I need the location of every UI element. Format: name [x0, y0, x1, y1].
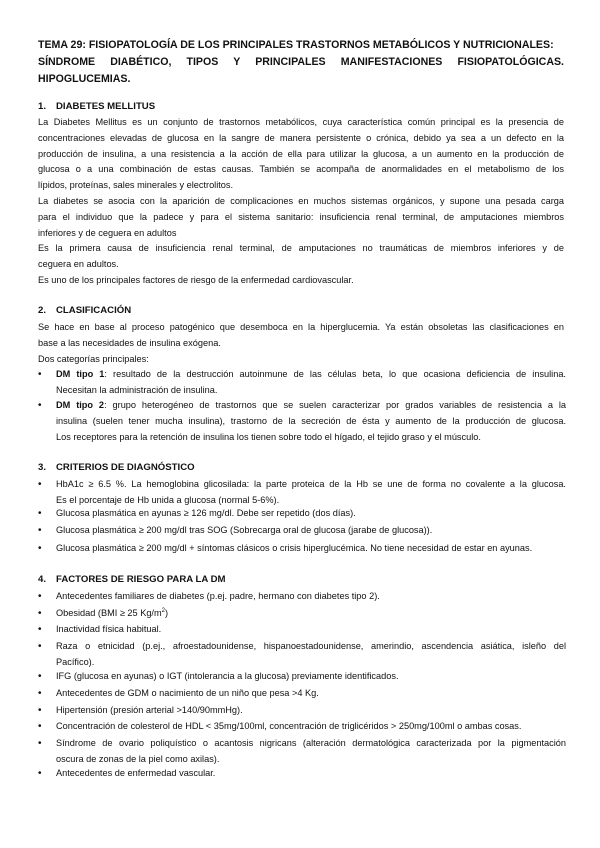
- bullet-icon: •: [38, 525, 42, 536]
- bullet-icon: •: [38, 688, 42, 699]
- section-title: DIABETES MELLITUS: [56, 101, 156, 112]
- text-line: Glucosa plasmática ≥ 200 mg/dl tras SOG (Sobrecarga oral de glucosa (jarabe de glucosa)).: [56, 525, 433, 535]
- text-line: Concentración de colesterol de HDL < 35mg/100ml, concentración de triglicéridos > 250mg/100ml o ambas cosas.: [56, 721, 522, 731]
- text-line: concentraciones elevadas de glucosa en la sangre de manera persistente o crónica, debido ya sea a un defecto en la: [38, 132, 564, 143]
- list-item: [38, 766, 566, 782]
- text-line: producción de insulina, a una resistencia a la acción de ella para utilizar la glucosa, a un aumento en la producción de: [38, 148, 564, 159]
- text-line: Antecedentes de enfermedad vascular.: [56, 768, 216, 778]
- text-line: Es la primera causa de insuficiencia renal terminal, de amputaciones no traumáticas de miembros inferiores y de: [38, 243, 564, 253]
- text-line: Síndrome de ovario poliquístico o acantosis nigricans (alteración dermatológica caracterizada por la pigmentación: [56, 738, 566, 748]
- text-line: Antecedentes familiares de diabetes (p.ej. padre, hermano con diabetes tipo 2).: [56, 591, 380, 601]
- bullet-icon: •: [38, 721, 42, 732]
- list-item: [38, 398, 566, 446]
- text-line: Los receptores para la retención de insulina los tienen sobre todo el hígado, el tejido graso y el músculo.: [56, 431, 481, 442]
- text-line: Es el porcentaje de Hb unida a glucosa (normal 5-6%).: [56, 494, 280, 505]
- term-bold: DM tipo 2: [56, 400, 105, 410]
- text-line: Se hace en base al proceso patogénico que desemboca en la hiperglucemia. Ya están obsoletas las clasificaciones en: [38, 322, 564, 332]
- list-item: [38, 523, 566, 539]
- bullet-icon: •: [38, 591, 42, 602]
- text-line: lípidos, proteínas, sales minerales y electrolitos.: [38, 180, 234, 191]
- bullet-icon: •: [38, 508, 42, 519]
- section-number: 3.: [38, 462, 47, 473]
- text-line: Necesitan la administración de insulina.: [56, 384, 218, 395]
- section-heading-factores: [38, 574, 226, 585]
- bullet-icon: •: [38, 624, 42, 635]
- text-line: glucosa o a una combinación de estas causas. También se acompaña de anormalidades en el metabolismo de los: [38, 164, 564, 175]
- superscript: 2: [161, 607, 165, 614]
- list-item: [38, 719, 566, 735]
- bullet-icon: •: [38, 738, 42, 749]
- text-line: DM tipo 1: resultado de la destrucción autoinmune de las células beta, lo que ocasiona deficiencia de insulina.: [56, 369, 566, 379]
- bullet-icon: •: [38, 369, 42, 380]
- bullet-icon: •: [38, 768, 42, 779]
- text-line: La Diabetes Mellitus es un conjunto de trastornos metabólicos, cuya característica común principal es la presencia de: [38, 117, 564, 127]
- term-bold: DM tipo 1: [56, 369, 105, 379]
- bullet-icon: •: [38, 608, 42, 619]
- section-number: 1.: [38, 101, 47, 112]
- text-line: oscura de zonas de la piel como axilas).: [56, 753, 220, 764]
- paragraph: [38, 194, 564, 241]
- text-line: insulina (suelen tener mucha insulina), trastorno de la secreción de ésta y aumento de la producción de glucosa.: [56, 415, 566, 426]
- section-title: CRITERIOS DE DIAGNÓSTICO: [56, 462, 195, 473]
- paragraph: [38, 273, 564, 289]
- text-line: HbA1c ≥ 6.5 %. La hemoglobina glicosilada: la parte proteica de la Hb se une de forma no covalente a la glucosa.: [56, 479, 566, 489]
- page-title: [38, 37, 564, 88]
- text-line: La diabetes se asocia con la aparición de complicaciones en muchos sistemas orgánicos, y supone una pesada carga: [38, 196, 564, 206]
- title-line: HIPOGLUCEMIAS.: [38, 73, 131, 85]
- paragraph: [38, 352, 564, 368]
- text-line: Inactividad física habitual.: [56, 624, 162, 634]
- bullet-icon: •: [38, 705, 42, 716]
- section-number: 2.: [38, 305, 47, 316]
- title-line: SÍNDROME DIABÉTICO, TIPOS Y PRINCIPALES MANIFESTACIONES FISIOPATOLÓGICAS.: [38, 56, 564, 68]
- paragraph: [38, 241, 564, 273]
- list-item: [38, 606, 566, 622]
- list-item: [38, 367, 566, 399]
- text-line: Glucosa plasmática en ayunas ≥ 126 mg/dl. Debe ser repetido (dos días).: [56, 508, 356, 518]
- list-item: [38, 622, 566, 638]
- bullet-icon: •: [38, 400, 42, 411]
- list-item: [38, 506, 566, 522]
- text-line: Pacífico).: [56, 656, 95, 667]
- bullet-icon: •: [38, 671, 42, 682]
- text-line: Antecedentes de GDM o nacimiento de un niño que pesa >4 Kg.: [56, 688, 319, 698]
- section-number: 4.: [38, 574, 47, 585]
- bullet-icon: •: [38, 641, 42, 652]
- text-line: Es uno de los principales factores de riesgo de la enfermedad cardiovascular.: [38, 275, 354, 285]
- list-item: [38, 477, 566, 509]
- paragraph: [38, 320, 564, 352]
- section-title: FACTORES DE RIESGO PARA LA DM: [56, 574, 226, 585]
- section-title: CLASIFICACIÓN: [56, 305, 132, 316]
- text-line: Glucosa plasmática ≥ 200 mg/dl + síntomas clásicos o crisis hiperglucémica. No tiene necesidad de estar en ayunas.: [56, 543, 533, 553]
- title-line: TEMA 29: FISIOPATOLOGÍA DE LOS PRINCIPALES TRASTORNOS METABÓLICOS Y NUTRICIONALES:: [38, 39, 554, 51]
- paragraph: [38, 115, 564, 194]
- list-item: [38, 589, 566, 605]
- text-line: Hipertensión (presión arterial >140/90mmHg).: [56, 705, 243, 715]
- text-line: inferiores y de ceguera en adultos: [38, 227, 177, 238]
- section-heading-criterios: [38, 462, 195, 473]
- bullet-icon: •: [38, 543, 42, 554]
- section-heading-diabetes-mellitus: [38, 101, 155, 112]
- bullet-icon: •: [38, 479, 42, 490]
- text-line: Dos categorías principales:: [38, 354, 149, 364]
- list-item: [38, 541, 566, 557]
- section-heading-clasificacion: [38, 305, 131, 316]
- text-line: DM tipo 2: grupo heterogéneo de trastornos que se suelen caracterizar por grados variables de resistencia a la: [56, 400, 566, 410]
- text-line: Obesidad (BMI ≥ 25 $Kg/m^2$): [56, 607, 169, 618]
- list-item: [38, 639, 566, 671]
- text-line: IFG (glucosa en ayunas) o IGT (intolerancia a la glucosa) previamente identificados.: [56, 671, 399, 681]
- list-item: [38, 669, 566, 685]
- list-item: [38, 686, 566, 702]
- text-line: para el individuo que la padece y para el sistema sanitario: insuficiencia renal terminal, de amputaciones miembros: [38, 211, 564, 222]
- text-line: ceguera en adultos.: [38, 258, 119, 269]
- text-line: Raza o etnicidad (p.ej., afroestadounidense, hispanoestadounidense, amerindio, ascendencia asiática, isleño del: [56, 641, 566, 651]
- list-item: [38, 703, 566, 719]
- list-item: [38, 736, 566, 768]
- text-line: base a las necesidades de insulina exógena.: [38, 337, 221, 348]
